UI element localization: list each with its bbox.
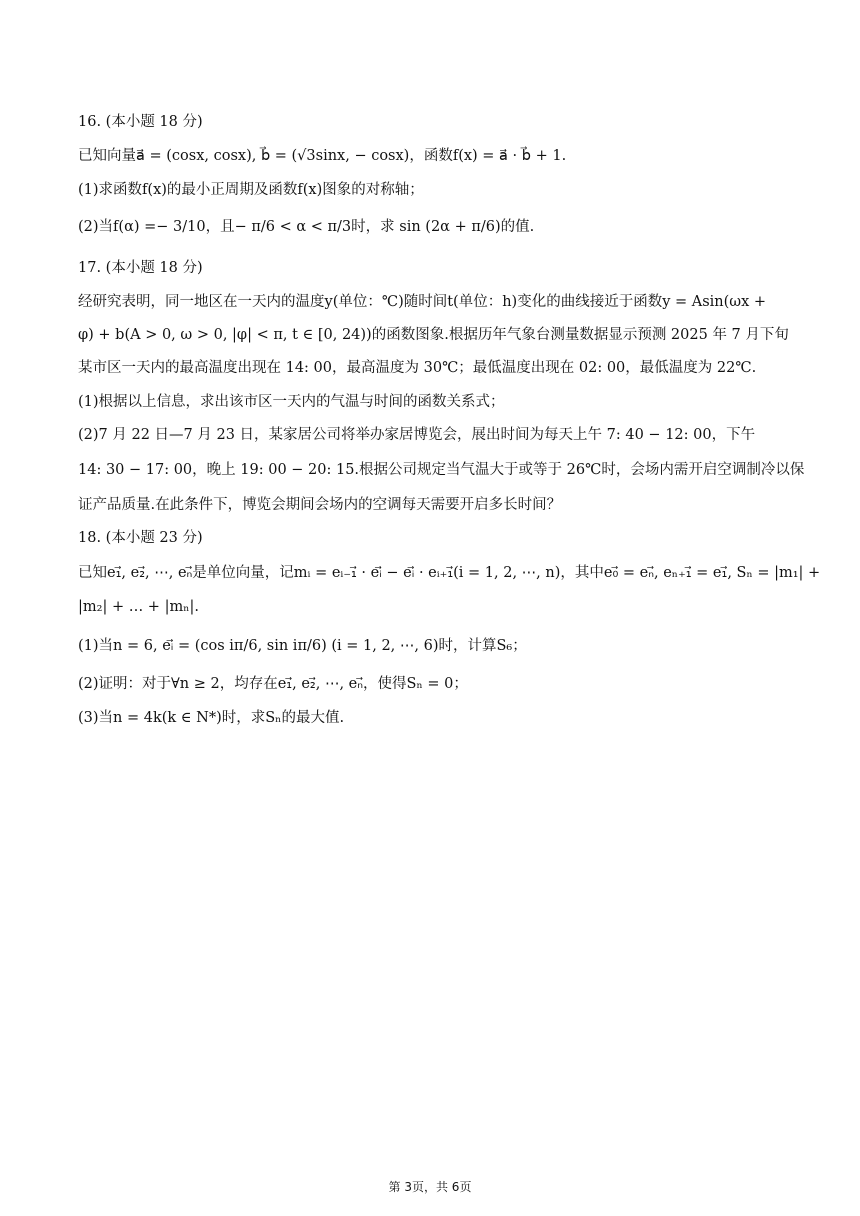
question-16-part-1: (1)求函数f(x)的最小正周期及函数f(x)图象的对称轴； (78, 182, 424, 198)
question-17-part-2-line-1: (2)7 月 22 日—7 月 23 日，某家居公司将举办家居博览会，展出时间为每天上午 7: 40 − 12: 00，下午 (78, 427, 756, 443)
question-16-part-2: (2)当f(α) =− 3/10，且− π/6 < α < π/3时，求 sin (2α + π/6)的值. (78, 219, 535, 235)
question-16-header: 16. (本小题 18 分) (78, 114, 203, 130)
question-18-part-2: (2)证明：对于∀n ≥ 2，均存在e₁⃗, e₂⃗, ⋯, eₙ⃗，使得Sₙ = 0； (78, 676, 468, 692)
question-18-part-1: (1)当n = 6, eᵢ⃗ = (cos iπ/6, sin iπ/6) (i = 1, 2, ⋯, 6)时，计算S₆； (78, 638, 527, 654)
question-16-stem: 已知向量a⃗ = (cosx, cosx), b⃗ = (√3sinx, − cosx)，函数f(x) = a⃗ · b⃗ + 1. (78, 148, 567, 164)
page-footer: 第 3页，共 6页 (388, 1180, 472, 1194)
question-17-stem-line-1: 经研究表明，同一地区在一天内的温度y(单位：℃)随时间t(单位：h)变化的曲线接近于函数y = Asin(ωx + (78, 294, 767, 310)
question-18-stem-line-2: |m₂| + … + |mₙ|. (78, 599, 199, 615)
question-17-part-1: (1)根据以上信息，求出该市区一天内的气温与时间的函数关系式； (78, 394, 505, 410)
question-17-part-2-line-3: 证产品质量.在此条件下，博览会期间会场内的空调每天需要开启多长时间？ (78, 497, 562, 513)
question-17-header: 17. (本小题 18 分) (78, 260, 203, 276)
question-17-stem-line-3: 某市区一天内的最高温度出现在 14: 00，最高温度为 30℃；最低温度出现在 02: 00，最低温度为 22℃. (78, 360, 757, 376)
question-17-part-2-line-2: 14: 30 − 17: 00，晚上 19: 00 − 20: 15.根据公司规定当气温大于或等于 26℃时，会场内需开启空调制冷以保 (78, 462, 805, 478)
question-18-stem-line-1: 已知e₁⃗, e₂⃗, ⋯, eₙ⃗是单位向量，记mᵢ = eᵢ₋₁⃗ · eᵢ⃗ − eᵢ⃗ · eᵢ₊₁⃗(i = 1, 2, ⋯, n)，其中e₀⃗ = eₙ⃗, eₙ₊₁⃗ = e₁⃗, Sₙ = |m₁| + (78, 565, 821, 581)
question-17-stem-line-2: φ) + b(A > 0, ω > 0, |φ| < π, t ∈ [0, 24))的函数图象.根据历年气象台测量数据显示预测 2025 年 7 月下旬 (78, 327, 789, 343)
question-18-part-3: (3)当n = 4k(k ∈ N*)时，求Sₙ的最大值. (78, 710, 345, 726)
question-18-header: 18. (本小题 23 分) (78, 530, 203, 546)
